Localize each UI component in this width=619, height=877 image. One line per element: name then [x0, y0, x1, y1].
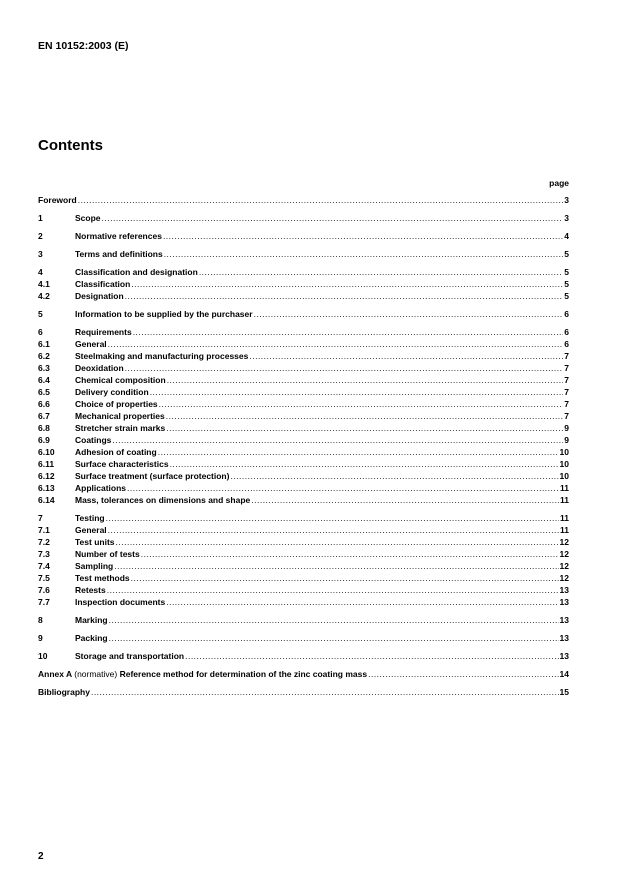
- toc-dot-leader: [158, 446, 559, 458]
- toc-entry[interactable]: [38, 668, 569, 680]
- toc-entry-label: Packing: [75, 633, 108, 643]
- toc-entry[interactable]: [38, 494, 569, 506]
- toc-dot-leader: [125, 290, 564, 302]
- toc-dot-leader: [131, 572, 559, 584]
- toc-dot-leader: [108, 338, 564, 350]
- toc-entry-label: Test methods: [75, 573, 130, 583]
- toc-entry[interactable]: [38, 524, 569, 536]
- toc-entry-label: Requirements: [75, 327, 132, 337]
- toc-entry-page: 11: [560, 525, 569, 535]
- toc-dot-leader: [109, 632, 559, 644]
- toc-entry-label: Stretcher strain marks: [75, 423, 166, 433]
- toc-entry-label: Designation: [75, 291, 124, 301]
- toc-entry[interactable]: [38, 350, 569, 362]
- toc-entry[interactable]: [38, 560, 569, 572]
- toc-entry[interactable]: [38, 422, 569, 434]
- toc-entry-page: 11: [560, 513, 569, 523]
- annex-title: Reference method for determination of the zinc coating mass: [119, 669, 368, 679]
- toc-dot-leader: [108, 524, 559, 536]
- toc-entry-label: Surface characteristics: [75, 459, 169, 469]
- toc-entry-number: 4.1: [38, 279, 50, 289]
- toc-entry-page: 12: [559, 573, 569, 583]
- toc-entry[interactable]: [38, 374, 569, 386]
- toc-entry-label: Delivery condition: [75, 387, 149, 397]
- toc-entry-label: Terms and definitions: [75, 249, 163, 259]
- toc-dot-leader: [166, 596, 558, 608]
- toc-entry-page: 14: [559, 669, 569, 679]
- toc-entry[interactable]: [38, 212, 569, 224]
- toc-entry[interactable]: [38, 290, 569, 302]
- toc-entry[interactable]: [38, 398, 569, 410]
- toc-entry-number: 6.4: [38, 375, 50, 385]
- toc-entry-label: Storage and transportation: [75, 651, 185, 661]
- page-title: Contents: [38, 137, 103, 154]
- toc-entry-number: 6.2: [38, 351, 50, 361]
- toc-entry-page: 10: [559, 471, 569, 481]
- toc-dot-leader: [141, 548, 559, 560]
- toc-dot-leader: [116, 536, 559, 548]
- toc-entry[interactable]: [38, 308, 569, 320]
- toc-entry[interactable]: [38, 614, 569, 626]
- toc-entry[interactable]: [38, 686, 569, 698]
- toc-entry-number: 6.8: [38, 423, 50, 433]
- toc-dot-leader: [78, 194, 564, 206]
- toc-entry[interactable]: [38, 572, 569, 584]
- toc-entry-label: Sampling: [75, 561, 114, 571]
- toc-entry[interactable]: [38, 596, 569, 608]
- toc-entry-page: 9: [564, 423, 569, 433]
- toc-entry[interactable]: [38, 410, 569, 422]
- toc-entry[interactable]: [38, 482, 569, 494]
- toc-entry-number: 6.13: [38, 483, 55, 493]
- toc-dot-leader: [109, 614, 559, 626]
- toc-entry-label: Surface treatment (surface protection): [75, 471, 230, 481]
- toc-entry-number: 7.2: [38, 537, 50, 547]
- toc-dot-leader: [185, 650, 558, 662]
- toc-entry-page: 5: [564, 279, 569, 289]
- toc-entry[interactable]: [38, 326, 569, 338]
- toc-entry-page: 7: [564, 363, 569, 373]
- toc-entry-page: 6: [564, 309, 569, 319]
- toc-entry[interactable]: [38, 458, 569, 470]
- toc-entry-page: 5: [564, 291, 569, 301]
- toc-entry[interactable]: [38, 512, 569, 524]
- toc-entry-number: 7: [38, 513, 43, 523]
- toc-dot-leader: [131, 278, 563, 290]
- toc-entry-number: 7.7: [38, 597, 50, 607]
- toc-entry-page: 7: [564, 351, 569, 361]
- annex-type: (normative): [74, 669, 118, 679]
- toc-entry-label: General: [75, 525, 107, 535]
- toc-entry-label: Applications: [75, 483, 127, 493]
- toc-dot-leader: [164, 248, 564, 260]
- toc-entry-number: 7.4: [38, 561, 50, 571]
- toc-entry-label: Bibliography: [38, 687, 90, 697]
- toc-entry-label: Foreword: [38, 195, 77, 205]
- toc-entry-number: 7.3: [38, 549, 50, 559]
- page-number: 2: [38, 851, 44, 862]
- annex-prefix: Annex A: [38, 669, 72, 679]
- toc-entry-page: 11: [560, 495, 569, 505]
- toc-entry-number: 6.6: [38, 399, 50, 409]
- toc-entry-label: Deoxidation: [75, 363, 124, 373]
- toc-entry[interactable]: [38, 434, 569, 446]
- toc-entry-page: 13: [559, 585, 569, 595]
- toc-dot-leader: [125, 362, 564, 374]
- toc-entry-page: 10: [559, 459, 569, 469]
- toc-dot-leader: [163, 230, 563, 242]
- toc-entry-label: Choice of properties: [75, 399, 158, 409]
- toc-entry[interactable]: [38, 548, 569, 560]
- toc-entry-label: Coatings: [75, 435, 112, 445]
- toc-entry-number: 9: [38, 633, 43, 643]
- toc-entry-page: 10: [559, 447, 569, 457]
- toc-entry-number: 6: [38, 327, 43, 337]
- toc-entry-label: [38, 668, 367, 680]
- toc-entry[interactable]: [38, 248, 569, 260]
- toc-dot-leader: [159, 398, 564, 410]
- toc-entry-page: 5: [564, 267, 569, 277]
- toc-entry[interactable]: [38, 536, 569, 548]
- toc-dot-leader: [150, 386, 564, 398]
- toc-entry-label: Steelmaking and manufacturing processes: [75, 351, 249, 361]
- toc-entry[interactable]: [38, 446, 569, 458]
- toc-entry-number: 8: [38, 615, 43, 625]
- toc-dot-leader: [127, 482, 559, 494]
- toc-entry-label: Mechanical properties: [75, 411, 165, 421]
- table-of-contents: [38, 194, 569, 698]
- toc-entry[interactable]: [38, 362, 569, 374]
- toc-entry-label: Inspection documents: [75, 597, 166, 607]
- toc-entry[interactable]: [38, 650, 569, 662]
- toc-entry-label: Marking: [75, 615, 108, 625]
- toc-dot-leader: [170, 458, 559, 470]
- toc-entry-page: 5: [564, 249, 569, 259]
- toc-entry-number: 4.2: [38, 291, 50, 301]
- toc-entry-number: 7.5: [38, 573, 50, 583]
- toc-entry[interactable]: [38, 338, 569, 350]
- toc-entry-number: 1: [38, 213, 43, 223]
- toc-entry-number: 6.3: [38, 363, 50, 373]
- page-column-label: page: [549, 178, 569, 188]
- toc-entry-number: 7.6: [38, 585, 50, 595]
- toc-entry-page: 13: [559, 615, 569, 625]
- toc-entry-number: 6.5: [38, 387, 50, 397]
- toc-entry-number: 4: [38, 267, 43, 277]
- toc-entry-number: 3: [38, 249, 43, 259]
- toc-entry-label: Information to be supplied by the purchaser: [75, 309, 253, 319]
- toc-entry-label: General: [75, 339, 107, 349]
- toc-entry-page: 6: [564, 339, 569, 349]
- toc-dot-leader: [254, 308, 564, 320]
- toc-entry-number: 10: [38, 651, 48, 661]
- toc-entry-page: 7: [564, 375, 569, 385]
- toc-entry[interactable]: [38, 584, 569, 596]
- toc-entry-page: 4: [564, 231, 569, 241]
- toc-entry-page: 13: [559, 633, 569, 643]
- toc-entry[interactable]: [38, 230, 569, 242]
- toc-dot-leader: [102, 212, 564, 224]
- toc-dot-leader: [251, 494, 559, 506]
- toc-entry-label: Classification: [75, 279, 131, 289]
- toc-entry-label: Testing: [75, 513, 105, 523]
- toc-entry-label: Classification and designation: [75, 267, 198, 277]
- toc-dot-leader: [106, 512, 559, 524]
- toc-dot-leader: [114, 560, 558, 572]
- toc-dot-leader: [112, 434, 563, 446]
- toc-dot-leader: [368, 668, 558, 680]
- toc-entry-label: Retests: [75, 585, 106, 595]
- toc-entry-number: 6.1: [38, 339, 50, 349]
- toc-entry-label: Mass, tolerances on dimensions and shape: [75, 495, 251, 505]
- toc-dot-leader: [167, 374, 564, 386]
- toc-entry-label: Chemical composition: [75, 375, 166, 385]
- toc-entry[interactable]: [38, 386, 569, 398]
- toc-entry-number: 6.12: [38, 471, 55, 481]
- toc-dot-leader: [230, 470, 558, 482]
- toc-entry[interactable]: [38, 266, 569, 278]
- toc-entry-number: 6.7: [38, 411, 50, 421]
- toc-entry-page: 7: [564, 387, 569, 397]
- document-header: EN 10152:2003 (E): [38, 40, 129, 52]
- toc-entry-page: 12: [559, 537, 569, 547]
- toc-dot-leader: [166, 422, 563, 434]
- toc-dot-leader: [107, 584, 559, 596]
- toc-entry-page: 7: [564, 411, 569, 421]
- toc-entry-page: 12: [559, 561, 569, 571]
- toc-entry-number: 6.11: [38, 459, 55, 469]
- toc-entry[interactable]: [38, 632, 569, 644]
- toc-entry-number: 6.9: [38, 435, 50, 445]
- toc-entry-page: 11: [560, 483, 569, 493]
- toc-entry-label: Normative references: [75, 231, 162, 241]
- toc-entry-page: 13: [559, 597, 569, 607]
- toc-entry-page: 12: [559, 549, 569, 559]
- toc-entry-page: 3: [564, 213, 569, 223]
- toc-entry-number: 6.10: [38, 447, 55, 457]
- toc-entry-label: Scope: [75, 213, 101, 223]
- toc-entry-page: 6: [564, 327, 569, 337]
- toc-entry-label: Adhesion of coating: [75, 447, 157, 457]
- toc-dot-leader: [166, 410, 564, 422]
- toc-entry-page: 9: [564, 435, 569, 445]
- toc-entry-number: 5: [38, 309, 43, 319]
- toc-entry-number: 2: [38, 231, 43, 241]
- toc-entry[interactable]: [38, 278, 569, 290]
- toc-entry-number: 6.14: [38, 495, 55, 505]
- toc-dot-leader: [199, 266, 563, 278]
- toc-entry-page: 7: [564, 399, 569, 409]
- toc-entry-page: 3: [564, 195, 569, 205]
- toc-dot-leader: [249, 350, 563, 362]
- toc-entry-page: 15: [559, 687, 569, 697]
- toc-entry[interactable]: [38, 470, 569, 482]
- toc-entry[interactable]: [38, 194, 569, 206]
- toc-dot-leader: [91, 686, 559, 698]
- toc-entry-page: 13: [559, 651, 569, 661]
- toc-entry-label: Number of tests: [75, 549, 140, 559]
- toc-entry-label: Test units: [75, 537, 115, 547]
- toc-entry-number: 7.1: [38, 525, 50, 535]
- toc-dot-leader: [133, 326, 564, 338]
